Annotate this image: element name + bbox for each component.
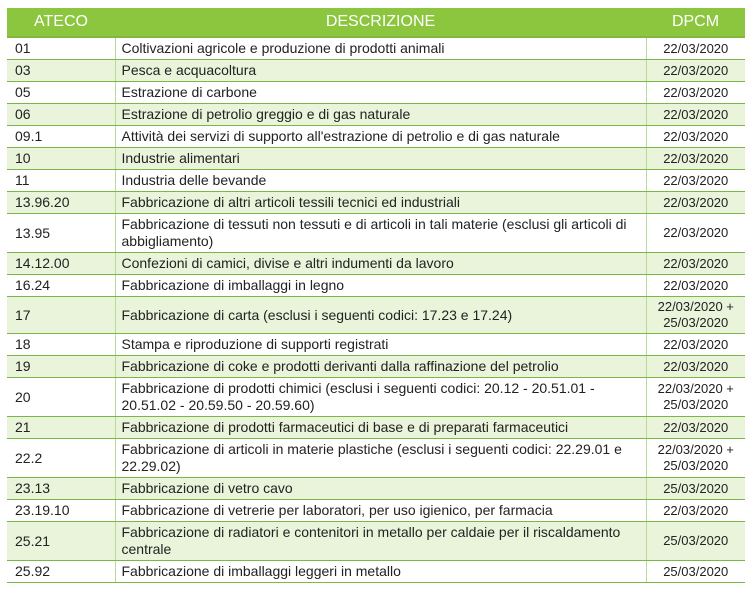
ateco-code: 25.21 <box>7 522 115 561</box>
table-row <box>7 478 745 500</box>
description: Fabbricazione di altri articoli tessili tecnici ed industriali <box>115 192 646 214</box>
table-body <box>7 37 745 583</box>
dpcm-date: 22/03/2020 <box>646 500 745 522</box>
ateco-code: 06 <box>7 104 115 126</box>
description: Fabbricazione di vetro cavo <box>115 478 646 500</box>
description: Industria delle bevande <box>115 170 646 192</box>
description: Fabbricazione di radiatori e contenitori in metallo per caldaie per il riscaldamento centrale <box>115 522 646 561</box>
ateco-code: 05 <box>7 82 115 104</box>
dpcm-date: 22/03/2020 <box>646 253 745 275</box>
description: Pesca e acquacoltura <box>115 60 646 82</box>
description: Industrie alimentari <box>115 148 646 170</box>
dpcm-date: 22/03/2020 + 25/03/2020 <box>646 439 745 478</box>
dpcm-date: 22/03/2020 <box>646 37 745 60</box>
ateco-code: 23.13 <box>7 478 115 500</box>
ateco-code: 23.19.10 <box>7 500 115 522</box>
table-header <box>7 8 745 37</box>
ateco-code: 20 <box>7 378 115 417</box>
ateco-code: 17 <box>7 297 115 334</box>
ateco-code: 14.12.00 <box>7 253 115 275</box>
dpcm-date: 22/03/2020 <box>646 192 745 214</box>
table-row <box>7 334 745 356</box>
description: Fabbricazione di prodotti farmaceutici di base e di preparati farmaceutici <box>115 417 646 439</box>
table-row <box>7 37 745 60</box>
ateco-code: 01 <box>7 37 115 60</box>
description: Fabbricazione di imballaggi leggeri in metallo <box>115 561 646 583</box>
ateco-code: 03 <box>7 60 115 82</box>
dpcm-date: 22/03/2020 <box>646 214 745 253</box>
description: Fabbricazione di prodotti chimici (esclusi i seguenti codici: 20.12 - 20.51.01 - 20.51.02 - 20.59.50 - 20.59.60) <box>115 378 646 417</box>
description: Fabbricazione di carta (esclusi i seguenti codici: 17.23 e 17.24) <box>115 297 646 334</box>
ateco-code: 11 <box>7 170 115 192</box>
table-row <box>7 561 745 583</box>
dpcm-date: 22/03/2020 <box>646 104 745 126</box>
header-ateco: ATECO <box>7 8 115 37</box>
dpcm-date: 22/03/2020 <box>646 148 745 170</box>
table-row <box>7 500 745 522</box>
dpcm-date: 22/03/2020 + 25/03/2020 <box>646 378 745 417</box>
ateco-code: 21 <box>7 417 115 439</box>
table-row <box>7 356 745 378</box>
ateco-code: 19 <box>7 356 115 378</box>
table-row <box>7 253 745 275</box>
table-row <box>7 170 745 192</box>
dpcm-date: 25/03/2020 <box>646 561 745 583</box>
description: Estrazione di carbone <box>115 82 646 104</box>
dpcm-date: 22/03/2020 <box>646 334 745 356</box>
table-row <box>7 60 745 82</box>
table-row <box>7 82 745 104</box>
dpcm-date: 22/03/2020 <box>646 126 745 148</box>
table-row <box>7 522 745 561</box>
dpcm-date: 22/03/2020 <box>646 356 745 378</box>
table-row <box>7 275 745 297</box>
description: Attività dei servizi di supporto all'estrazione di petrolio e di gas naturale <box>115 126 646 148</box>
ateco-code: 13.95 <box>7 214 115 253</box>
description: Coltivazioni agricole e produzione di prodotti animali <box>115 37 646 60</box>
table-row <box>7 148 745 170</box>
ateco-code: 18 <box>7 334 115 356</box>
header-dpcm: DPCM <box>646 8 745 37</box>
dpcm-date: 22/03/2020 <box>646 60 745 82</box>
description: Fabbricazione di tessuti non tessuti e di articoli in tali materie (esclusi gli articoli di abbigliamento) <box>115 214 646 253</box>
description: Stampa e riproduzione di supporti registrati <box>115 334 646 356</box>
dpcm-date: 22/03/2020 + 25/03/2020 <box>646 297 745 334</box>
table-row <box>7 104 745 126</box>
description: Fabbricazione di vetrerie per laboratori, per uso igienico, per farmacia <box>115 500 646 522</box>
dpcm-date: 22/03/2020 <box>646 275 745 297</box>
ateco-code: 10 <box>7 148 115 170</box>
table-row <box>7 126 745 148</box>
ateco-table <box>7 8 745 583</box>
ateco-code: 13.96.20 <box>7 192 115 214</box>
dpcm-date: 22/03/2020 <box>646 170 745 192</box>
header-row <box>7 8 745 37</box>
table-row <box>7 378 745 417</box>
table-row <box>7 417 745 439</box>
table-row <box>7 439 745 478</box>
ateco-code: 09.1 <box>7 126 115 148</box>
description: Fabbricazione di articoli in materie plastiche (esclusi i seguenti codici: 22.29.01 e 22.29.02) <box>115 439 646 478</box>
description: Estrazione di petrolio greggio e di gas naturale <box>115 104 646 126</box>
ateco-code: 16.24 <box>7 275 115 297</box>
description: Confezioni di camici, divise e altri indumenti da lavoro <box>115 253 646 275</box>
description: Fabbricazione di imballaggi in legno <box>115 275 646 297</box>
dpcm-date: 25/03/2020 <box>646 522 745 561</box>
description: Fabbricazione di coke e prodotti derivanti dalla raffinazione del petrolio <box>115 356 646 378</box>
dpcm-date: 22/03/2020 <box>646 82 745 104</box>
dpcm-date: 22/03/2020 <box>646 417 745 439</box>
table-row <box>7 192 745 214</box>
header-descrizione: DESCRIZIONE <box>115 8 646 37</box>
table-row <box>7 214 745 253</box>
ateco-code: 22.2 <box>7 439 115 478</box>
dpcm-date: 25/03/2020 <box>646 478 745 500</box>
ateco-code: 25.92 <box>7 561 115 583</box>
table-row <box>7 297 745 334</box>
